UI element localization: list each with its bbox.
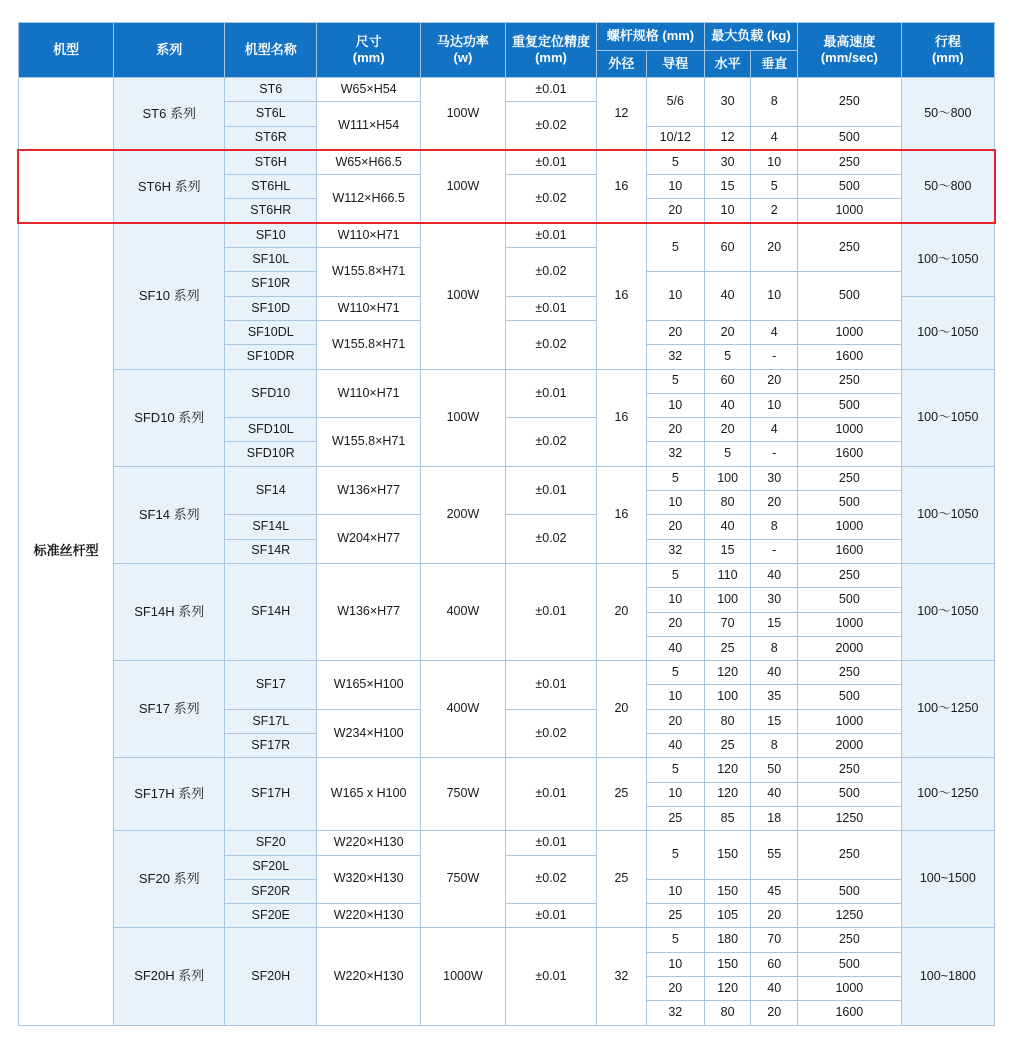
load-horizontal-cell: 80 (704, 709, 751, 733)
header-load-horizontal: 水平 (704, 50, 751, 78)
model-name-cell: SFD10L (225, 418, 317, 442)
table-row (19, 223, 995, 247)
stroke-cell: 100～1050 (901, 369, 994, 466)
screw-lead-cell: 20 (646, 199, 704, 223)
max-speed-cell: 1250 (798, 904, 902, 928)
screw-lead-cell: 5 (646, 928, 704, 952)
max-speed-cell: 1000 (798, 976, 902, 1000)
max-speed-cell: 500 (798, 272, 902, 321)
header-motor-power-unit: (w) (453, 50, 473, 65)
header-dimension-unit: (mm) (352, 50, 385, 65)
screw-lead-cell: 10 (646, 879, 704, 903)
screw-lead-cell: 20 (646, 320, 704, 344)
series-cell: SF14H 系列 (114, 563, 225, 660)
model-name-cell: ST6HR (225, 199, 317, 223)
series-cell: SF17H 系列 (114, 758, 225, 831)
model-name-cell: SF10D (225, 296, 317, 320)
dimension-cell: W220×H130 (317, 904, 421, 928)
load-horizontal-cell: 60 (704, 369, 751, 393)
accuracy-cell: ±0.02 (505, 248, 596, 297)
screw-lead-cell: 10 (646, 175, 704, 199)
screw-lead-cell: 5/6 (646, 78, 704, 127)
accuracy-cell: ±0.01 (505, 78, 596, 102)
load-horizontal-cell: 70 (704, 612, 751, 636)
max-speed-cell: 500 (798, 952, 902, 976)
header-stroke-label: 行程 (934, 33, 961, 49)
load-vertical-cell: 45 (751, 879, 798, 903)
accuracy-cell: ±0.02 (505, 102, 596, 151)
screw-lead-cell: 5 (646, 223, 704, 272)
header-dimension (317, 23, 421, 78)
max-speed-cell: 500 (798, 491, 902, 515)
max-speed-cell: 1600 (798, 442, 902, 466)
dimension-cell: W155.8×H71 (317, 248, 421, 297)
accuracy-cell: ±0.02 (505, 709, 596, 758)
accuracy-cell: ±0.01 (505, 661, 596, 710)
load-vertical-cell: 35 (751, 685, 798, 709)
model-name-cell: ST6R (225, 126, 317, 150)
load-horizontal-cell: 20 (704, 418, 751, 442)
model-name-cell: SFD10 (225, 369, 317, 418)
model-name-cell: SF10R (225, 272, 317, 296)
screw-lead-cell: 10 (646, 782, 704, 806)
screw-outer-cell: 25 (597, 831, 647, 928)
stroke-cell: 100～1050 (901, 223, 994, 296)
header-stroke (901, 23, 994, 78)
dimension-cell: W320×H130 (317, 855, 421, 904)
screw-outer-cell: 25 (597, 758, 647, 831)
max-speed-cell: 250 (798, 150, 902, 174)
stroke-cell: 50～800 (901, 150, 994, 223)
model-name-cell: SF10DR (225, 345, 317, 369)
dimension-cell: W155.8×H71 (317, 418, 421, 467)
accuracy-cell: ±0.02 (505, 855, 596, 904)
load-horizontal-cell: 120 (704, 758, 751, 782)
screw-lead-cell: 20 (646, 612, 704, 636)
header-repeat-accuracy (505, 23, 596, 78)
screw-outer-cell: 16 (597, 466, 647, 563)
dimension-cell: W155.8×H71 (317, 320, 421, 369)
max-speed-cell: 1250 (798, 806, 902, 830)
model-name-cell: SF17H (225, 758, 317, 831)
table-row (19, 563, 995, 587)
load-vertical-cell: 30 (751, 588, 798, 612)
header-stroke-unit: (mm) (931, 50, 964, 65)
model-name-cell: SF17R (225, 734, 317, 758)
accuracy-cell: ±0.01 (505, 223, 596, 247)
stroke-cell: 50～800 (901, 78, 994, 151)
header-repeat-accuracy-label: 重复定位精度 (511, 33, 590, 49)
max-speed-cell: 1000 (798, 709, 902, 733)
load-vertical-cell: 8 (751, 78, 798, 127)
dimension-cell: W220×H130 (317, 928, 421, 1025)
load-vertical-cell: 20 (751, 904, 798, 928)
load-horizontal-cell: 15 (704, 175, 751, 199)
load-vertical-cell: - (751, 442, 798, 466)
load-vertical-cell: 50 (751, 758, 798, 782)
dimension-cell: W204×H77 (317, 515, 421, 564)
series-cell: SF20H 系列 (114, 928, 225, 1025)
max-speed-cell: 2000 (798, 636, 902, 660)
dimension-cell: W165×H100 (317, 661, 421, 710)
model-name-cell: SF14H (225, 563, 317, 660)
max-speed-cell: 500 (798, 175, 902, 199)
load-vertical-cell: 8 (751, 734, 798, 758)
load-vertical-cell: 10 (751, 150, 798, 174)
specification-table (18, 22, 995, 1026)
model-name-cell: SF10 (225, 223, 317, 247)
load-horizontal-cell: 25 (704, 734, 751, 758)
max-speed-cell: 250 (798, 661, 902, 685)
motor-power-cell: 400W (420, 661, 505, 758)
model-name-cell: SF20L (225, 855, 317, 879)
screw-lead-cell: 5 (646, 150, 704, 174)
table-row (19, 78, 995, 102)
load-horizontal-cell: 150 (704, 879, 751, 903)
header-max-load: 最大负载 (kg) (704, 23, 797, 51)
motor-power-cell: 750W (420, 831, 505, 928)
load-vertical-cell: - (751, 345, 798, 369)
motor-power-cell: 750W (420, 758, 505, 831)
load-vertical-cell: - (751, 539, 798, 563)
header-screw-spec: 螺杆规格 (mm) (597, 23, 705, 51)
load-horizontal-cell: 120 (704, 782, 751, 806)
series-cell: SF20 系列 (114, 831, 225, 928)
dimension-cell: W110×H71 (317, 223, 421, 247)
table-row (19, 150, 995, 174)
load-horizontal-cell: 180 (704, 928, 751, 952)
load-vertical-cell: 55 (751, 831, 798, 880)
load-horizontal-cell: 100 (704, 685, 751, 709)
max-speed-cell: 1600 (798, 539, 902, 563)
dimension-cell: W220×H130 (317, 831, 421, 855)
load-vertical-cell: 30 (751, 466, 798, 490)
model-name-cell: SF14 (225, 466, 317, 515)
header-screw-lead: 导程 (646, 50, 704, 78)
table-row (19, 661, 995, 685)
accuracy-cell: ±0.01 (505, 831, 596, 855)
screw-lead-cell: 5 (646, 369, 704, 393)
table-header (19, 23, 995, 78)
motor-power-cell: 100W (420, 223, 505, 369)
header-max-speed-label: 最高速度 (823, 33, 876, 49)
accuracy-cell: ±0.02 (505, 320, 596, 369)
screw-outer-cell: 16 (597, 369, 647, 466)
screw-outer-cell: 16 (597, 150, 647, 223)
model-name-cell: SF14R (225, 539, 317, 563)
screw-lead-cell: 25 (646, 806, 704, 830)
header-repeat-accuracy-unit: (mm) (535, 50, 567, 65)
dimension-cell: W110×H71 (317, 369, 421, 418)
max-speed-cell: 500 (798, 126, 902, 150)
screw-lead-cell: 5 (646, 661, 704, 685)
load-vertical-cell: 4 (751, 126, 798, 150)
header-max-speed (798, 23, 902, 78)
model-name-cell: SF17L (225, 709, 317, 733)
screw-outer-cell: 12 (597, 78, 647, 151)
table-row (19, 831, 995, 855)
max-speed-cell: 250 (798, 928, 902, 952)
load-horizontal-cell: 150 (704, 952, 751, 976)
load-vertical-cell: 10 (751, 393, 798, 417)
load-horizontal-cell: 85 (704, 806, 751, 830)
table-row (19, 928, 995, 952)
load-vertical-cell: 20 (751, 223, 798, 272)
screw-outer-cell: 32 (597, 928, 647, 1025)
screw-lead-cell: 20 (646, 976, 704, 1000)
load-horizontal-cell: 5 (704, 345, 751, 369)
load-vertical-cell: 40 (751, 976, 798, 1000)
dimension-cell: W234×H100 (317, 709, 421, 758)
max-speed-cell: 250 (798, 369, 902, 393)
header-model-type: 机型 (19, 23, 114, 78)
screw-lead-cell: 10 (646, 393, 704, 417)
max-speed-cell: 500 (798, 588, 902, 612)
series-cell: SF17 系列 (114, 661, 225, 758)
model-name-cell: ST6L (225, 102, 317, 126)
accuracy-cell: ±0.01 (505, 296, 596, 320)
load-vertical-cell: 8 (751, 636, 798, 660)
stroke-cell: 100~1500 (901, 831, 994, 928)
screw-lead-cell: 10 (646, 588, 704, 612)
load-vertical-cell: 20 (751, 491, 798, 515)
load-vertical-cell: 40 (751, 782, 798, 806)
header-max-speed-unit: (mm/sec) (820, 50, 878, 65)
load-vertical-cell: 15 (751, 612, 798, 636)
series-cell: SF10 系列 (114, 223, 225, 369)
load-vertical-cell: 70 (751, 928, 798, 952)
max-speed-cell: 500 (798, 879, 902, 903)
screw-lead-cell: 10 (646, 952, 704, 976)
load-horizontal-cell: 100 (704, 588, 751, 612)
screw-lead-cell: 20 (646, 709, 704, 733)
screw-lead-cell: 32 (646, 442, 704, 466)
load-vertical-cell: 18 (751, 806, 798, 830)
model-name-cell: SF14L (225, 515, 317, 539)
model-name-cell: ST6H (225, 150, 317, 174)
model-name-cell: SF20H (225, 928, 317, 1025)
screw-lead-cell: 5 (646, 758, 704, 782)
model-name-cell: SF10DL (225, 320, 317, 344)
series-cell: SFD10 系列 (114, 369, 225, 466)
screw-lead-cell: 32 (646, 345, 704, 369)
stroke-cell: 100～1050 (901, 466, 994, 563)
series-cell: SF14 系列 (114, 466, 225, 563)
max-speed-cell: 2000 (798, 734, 902, 758)
motor-power-cell: 200W (420, 466, 505, 563)
motor-power-cell: 1000W (420, 928, 505, 1025)
load-horizontal-cell: 25 (704, 636, 751, 660)
load-horizontal-cell: 120 (704, 976, 751, 1000)
max-speed-cell: 500 (798, 685, 902, 709)
max-speed-cell: 1600 (798, 1001, 902, 1025)
load-horizontal-cell: 15 (704, 539, 751, 563)
accuracy-cell: ±0.02 (505, 418, 596, 467)
load-vertical-cell: 4 (751, 320, 798, 344)
max-speed-cell: 1000 (798, 418, 902, 442)
load-vertical-cell: 8 (751, 515, 798, 539)
screw-lead-cell: 20 (646, 418, 704, 442)
max-speed-cell: 1600 (798, 345, 902, 369)
header-model-name: 机型名称 (225, 23, 317, 78)
table-body (19, 78, 995, 1026)
load-horizontal-cell: 40 (704, 272, 751, 321)
model-name-cell: SF20E (225, 904, 317, 928)
accuracy-cell: ±0.01 (505, 150, 596, 174)
max-speed-cell: 500 (798, 782, 902, 806)
screw-lead-cell: 10 (646, 272, 704, 321)
load-vertical-cell: 40 (751, 563, 798, 587)
header-dimension-label: 尺寸 (355, 33, 382, 49)
screw-lead-cell: 25 (646, 904, 704, 928)
screw-lead-cell: 10 (646, 685, 704, 709)
max-speed-cell: 250 (798, 831, 902, 880)
table-row (19, 758, 995, 782)
max-speed-cell: 500 (798, 393, 902, 417)
load-horizontal-cell: 105 (704, 904, 751, 928)
accuracy-cell: ±0.01 (505, 758, 596, 831)
model-name-cell: SF17 (225, 661, 317, 710)
max-speed-cell: 250 (798, 223, 902, 272)
motor-power-cell: 100W (420, 150, 505, 223)
load-vertical-cell: 20 (751, 369, 798, 393)
load-horizontal-cell: 150 (704, 831, 751, 880)
model-name-cell: SFD10R (225, 442, 317, 466)
accuracy-cell: ±0.01 (505, 563, 596, 660)
model-name-cell: SF20R (225, 879, 317, 903)
dimension-cell: W136×H77 (317, 563, 421, 660)
load-horizontal-cell: 40 (704, 393, 751, 417)
screw-lead-cell: 32 (646, 539, 704, 563)
max-speed-cell: 250 (798, 78, 902, 127)
screw-lead-cell: 20 (646, 515, 704, 539)
accuracy-cell: ±0.01 (505, 466, 596, 515)
stroke-cell: 100～1250 (901, 661, 994, 758)
load-vertical-cell: 5 (751, 175, 798, 199)
screw-lead-cell: 10 (646, 491, 704, 515)
load-horizontal-cell: 110 (704, 563, 751, 587)
accuracy-cell: ±0.02 (505, 515, 596, 564)
header-row-1 (19, 23, 995, 51)
screw-outer-cell: 16 (597, 223, 647, 369)
dimension-cell: W65×H54 (317, 78, 421, 102)
screw-lead-cell: 40 (646, 734, 704, 758)
load-horizontal-cell: 100 (704, 466, 751, 490)
dimension-cell: W65×H66.5 (317, 150, 421, 174)
max-speed-cell: 1000 (798, 612, 902, 636)
stroke-cell: 100～1050 (901, 296, 994, 369)
screw-lead-cell: 10/12 (646, 126, 704, 150)
header-series: 系列 (114, 23, 225, 78)
load-horizontal-cell: 30 (704, 150, 751, 174)
model-name-cell: SF20 (225, 831, 317, 855)
header-load-vertical: 垂直 (751, 50, 798, 78)
max-speed-cell: 250 (798, 563, 902, 587)
load-horizontal-cell: 120 (704, 661, 751, 685)
dimension-cell: W110×H71 (317, 296, 421, 320)
max-speed-cell: 1000 (798, 199, 902, 223)
load-horizontal-cell: 10 (704, 199, 751, 223)
accuracy-cell: ±0.01 (505, 904, 596, 928)
screw-lead-cell: 5 (646, 563, 704, 587)
motor-power-cell: 100W (420, 369, 505, 466)
max-speed-cell: 250 (798, 466, 902, 490)
load-horizontal-cell: 12 (704, 126, 751, 150)
load-vertical-cell: 2 (751, 199, 798, 223)
load-vertical-cell: 10 (751, 272, 798, 321)
load-horizontal-cell: 80 (704, 1001, 751, 1025)
screw-lead-cell: 5 (646, 831, 704, 880)
table-row (19, 369, 995, 393)
accuracy-cell: ±0.02 (505, 175, 596, 224)
load-vertical-cell: 4 (751, 418, 798, 442)
load-horizontal-cell: 40 (704, 515, 751, 539)
screw-lead-cell: 5 (646, 466, 704, 490)
series-cell: ST6H 系列 (114, 150, 225, 223)
table-row (19, 466, 995, 490)
screw-outer-cell: 20 (597, 563, 647, 660)
screw-lead-cell: 40 (646, 636, 704, 660)
dimension-cell: W111×H54 (317, 102, 421, 151)
stroke-cell: 100～1250 (901, 758, 994, 831)
max-speed-cell: 1000 (798, 320, 902, 344)
max-speed-cell: 250 (798, 758, 902, 782)
dimension-cell: W165 x H100 (317, 758, 421, 831)
load-horizontal-cell: 80 (704, 491, 751, 515)
model-name-cell: ST6 (225, 78, 317, 102)
motor-power-cell: 100W (420, 78, 505, 151)
load-horizontal-cell: 5 (704, 442, 751, 466)
load-vertical-cell: 20 (751, 1001, 798, 1025)
load-vertical-cell: 60 (751, 952, 798, 976)
screw-outer-cell: 20 (597, 661, 647, 758)
load-horizontal-cell: 60 (704, 223, 751, 272)
motor-power-cell: 400W (420, 563, 505, 660)
header-motor-power-label: 马达功率 (436, 33, 489, 49)
load-vertical-cell: 40 (751, 661, 798, 685)
accuracy-cell: ±0.01 (505, 928, 596, 1025)
model-name-cell: ST6HL (225, 175, 317, 199)
series-cell: ST6 系列 (114, 78, 225, 151)
stroke-cell: 100~1800 (901, 928, 994, 1025)
category-cell: 标准丝杆型 (19, 78, 114, 1026)
model-name-cell: SF10L (225, 248, 317, 272)
stroke-cell: 100～1050 (901, 563, 994, 660)
max-speed-cell: 1000 (798, 515, 902, 539)
header-motor-power (420, 23, 505, 78)
dimension-cell: W136×H77 (317, 466, 421, 515)
load-vertical-cell: 15 (751, 709, 798, 733)
header-screw-outer: 外径 (597, 50, 647, 78)
load-horizontal-cell: 20 (704, 320, 751, 344)
load-horizontal-cell: 30 (704, 78, 751, 127)
accuracy-cell: ±0.01 (505, 369, 596, 418)
dimension-cell: W112×H66.5 (317, 175, 421, 224)
screw-lead-cell: 32 (646, 1001, 704, 1025)
